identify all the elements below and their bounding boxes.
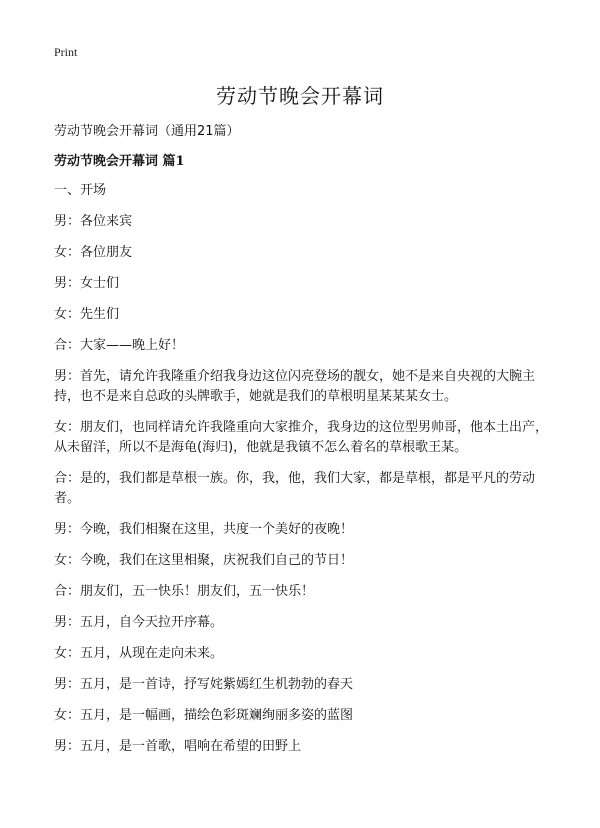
script-line: 女：五月，从现在走向未来。 xyxy=(54,646,224,661)
script-line: 女：先生们 xyxy=(54,307,120,322)
section-heading: 劳动节晚会开幕词 篇1 xyxy=(54,154,185,169)
script-line: 男：各位来宾 xyxy=(54,214,133,229)
script-line: 男：今晚，我们相聚在这里，共度一个美好的夜晚！ xyxy=(54,522,354,537)
print-label: Print xyxy=(54,45,78,59)
script-line: 男：五月，是一首歌，唱响在希望的田野上 xyxy=(54,739,302,754)
script-line: 女：五月，是一幅画，描绘色彩斑斓绚丽多姿的蓝图 xyxy=(54,708,354,723)
script-line: 女：各位朋友 xyxy=(54,245,133,260)
script-line: 一、开场 xyxy=(54,183,107,198)
script-line: 女：今晚，我们在这里相聚，庆祝我们自己的节日！ xyxy=(54,553,354,568)
script-line: 男：五月，自今天拉开序幕。 xyxy=(54,615,224,630)
script-line: 男：女士们 xyxy=(54,276,120,291)
script-line: 合：大家——晚上好！ xyxy=(54,338,185,353)
script-lines xyxy=(54,181,554,768)
document-title: 劳动节晚会开幕词 xyxy=(216,84,384,108)
script-line: 男：首先，请允许我隆重介绍我身边这位闪亮登场的靓女，她不是来自央视的大腕主持，也不是来自总政的头牌歌手，她就是我们的草根明星某某某女士。 xyxy=(54,369,536,404)
document-subtitle: 劳动节晚会开幕词（通用21篇） xyxy=(54,124,240,139)
script-line: 合：朋友们，五一快乐！朋友们，五一快乐！ xyxy=(54,584,315,599)
script-line: 男：五月，是一首诗，抒写姹紫嫣红生机勃勃的春天 xyxy=(54,677,354,692)
script-line: 女：朋友们，也同样请允许我隆重向大家推介，我身边的这位型男帅哥，他本土出产，从未留洋，所以不是海龟(海归)，他就是我镇不怎么着名的草根歌王某。 xyxy=(54,420,549,455)
script-line: 合：是的，我们都是草根一族。你，我，他，我们大家，都是草根，都是平凡的劳动者。 xyxy=(54,471,536,506)
